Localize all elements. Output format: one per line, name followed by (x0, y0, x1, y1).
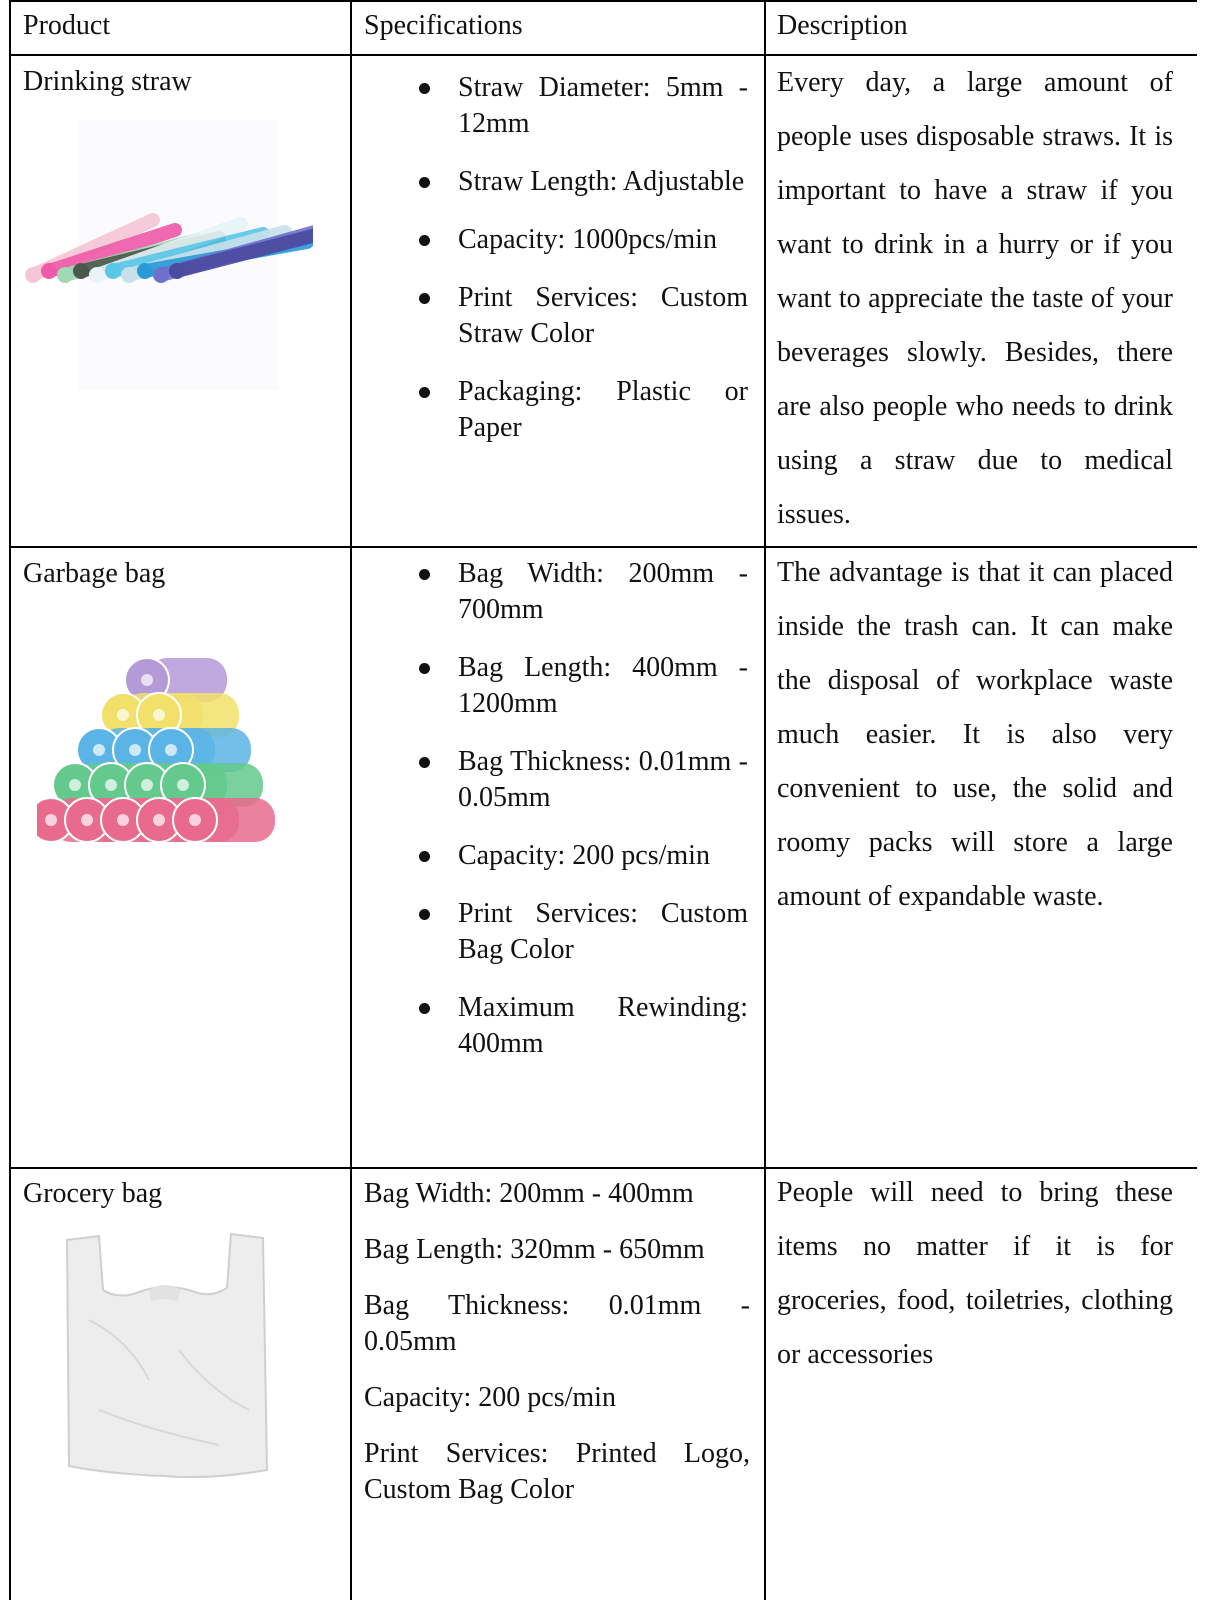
roll-core (69, 779, 81, 791)
garbage-bag-rolls-image (37, 640, 307, 880)
roll-core (165, 744, 177, 756)
straw-end (121, 267, 137, 283)
spec-item: Print Services: Custom Bag Color (458, 896, 748, 968)
spec-item: Capacity: 200 pcs/min (458, 838, 748, 874)
straw-end (153, 267, 169, 283)
specs-garbage-bag (458, 556, 748, 1084)
grocery-bag-image (59, 1230, 274, 1490)
straw-end (41, 263, 57, 279)
table-border-top (9, 0, 1197, 2)
roll-core (81, 814, 93, 826)
roll-core (93, 744, 105, 756)
spec-item: Bag Width: 200mm - 400mm (364, 1178, 694, 1209)
column-divider-1 (350, 0, 352, 1600)
roll-core (117, 814, 129, 826)
spec-item: Capacity: 200 pcs/min (364, 1382, 616, 1413)
roll-core (177, 779, 189, 791)
spec-item: Straw Length: Adjustable (458, 164, 748, 200)
straw-end (169, 263, 185, 279)
spec-item: Bag Length: 320mm - 650mm (364, 1234, 705, 1265)
roll-core (141, 674, 153, 686)
table-border-left (9, 0, 11, 1600)
product-table (9, 0, 1197, 1600)
spec-item: Packaging: Plastic or Paper (458, 374, 748, 446)
straw-end (73, 263, 89, 279)
straw-end (105, 263, 121, 279)
straw-end (25, 267, 41, 283)
roll-core (129, 744, 141, 756)
spec-item: Maximum Rewinding: 400mm (458, 990, 748, 1062)
header-description: Description (777, 10, 908, 41)
specs-grocery-bag (364, 1176, 750, 1528)
product-name-straw: Drinking straw (23, 66, 192, 97)
description-straw: Every day, a large amount of people uses disposable straws. It is important to have a straw if you want to drink in a hurry or if you want to appreciate the taste of your beverages slowly. Besides, there are also people who needs to drink using a straw due to medical issues. (777, 67, 1173, 530)
description-grocery-bag: People will need to bring these items no matter if it is for groceries, food, toiletries, clothing or accessories (777, 1177, 1173, 1370)
specs-straw (458, 70, 748, 468)
roll-core (141, 779, 153, 791)
header-product: Product (23, 10, 111, 41)
straw-end (89, 267, 105, 283)
product-name-grocery-bag: Grocery bag (23, 1178, 163, 1209)
spec-item: Bag Thickness: 0.01mm - 0.05mm (364, 1290, 750, 1357)
spec-item: Print Services: Custom Straw Color (458, 280, 748, 352)
roll-core (117, 709, 129, 721)
roll-core (153, 709, 165, 721)
roll-core (189, 814, 201, 826)
drinking-straw-image (23, 120, 313, 390)
roll-core (153, 814, 165, 826)
spec-item: Capacity: 1000pcs/min (458, 222, 748, 258)
column-divider-2 (764, 0, 766, 1600)
product-name-garbage-bag: Garbage bag (23, 558, 166, 589)
straw-end (57, 267, 73, 283)
description-garbage-bag: The advantage is that it can placed inside the trash can. It can make the disposal of workplace waste much easier. It is also very convenient to use, the solid and roomy packs will store a large amount of expandable waste. (777, 557, 1173, 912)
spec-item: Bag Length: 400mm - 1200mm (458, 650, 748, 722)
spec-item: Print Services: Printed Logo, Custom Bag Color (364, 1438, 750, 1505)
header-specifications: Specifications (364, 10, 523, 41)
spec-item: Bag Width: 200mm - 700mm (458, 556, 748, 628)
straw-end (137, 263, 153, 279)
roll-core (105, 779, 117, 791)
roll-core (45, 814, 57, 826)
spec-item: Bag Thickness: 0.01mm - 0.05mm (458, 744, 748, 816)
spec-item: Straw Diameter: 5mm - 12mm (458, 70, 748, 142)
